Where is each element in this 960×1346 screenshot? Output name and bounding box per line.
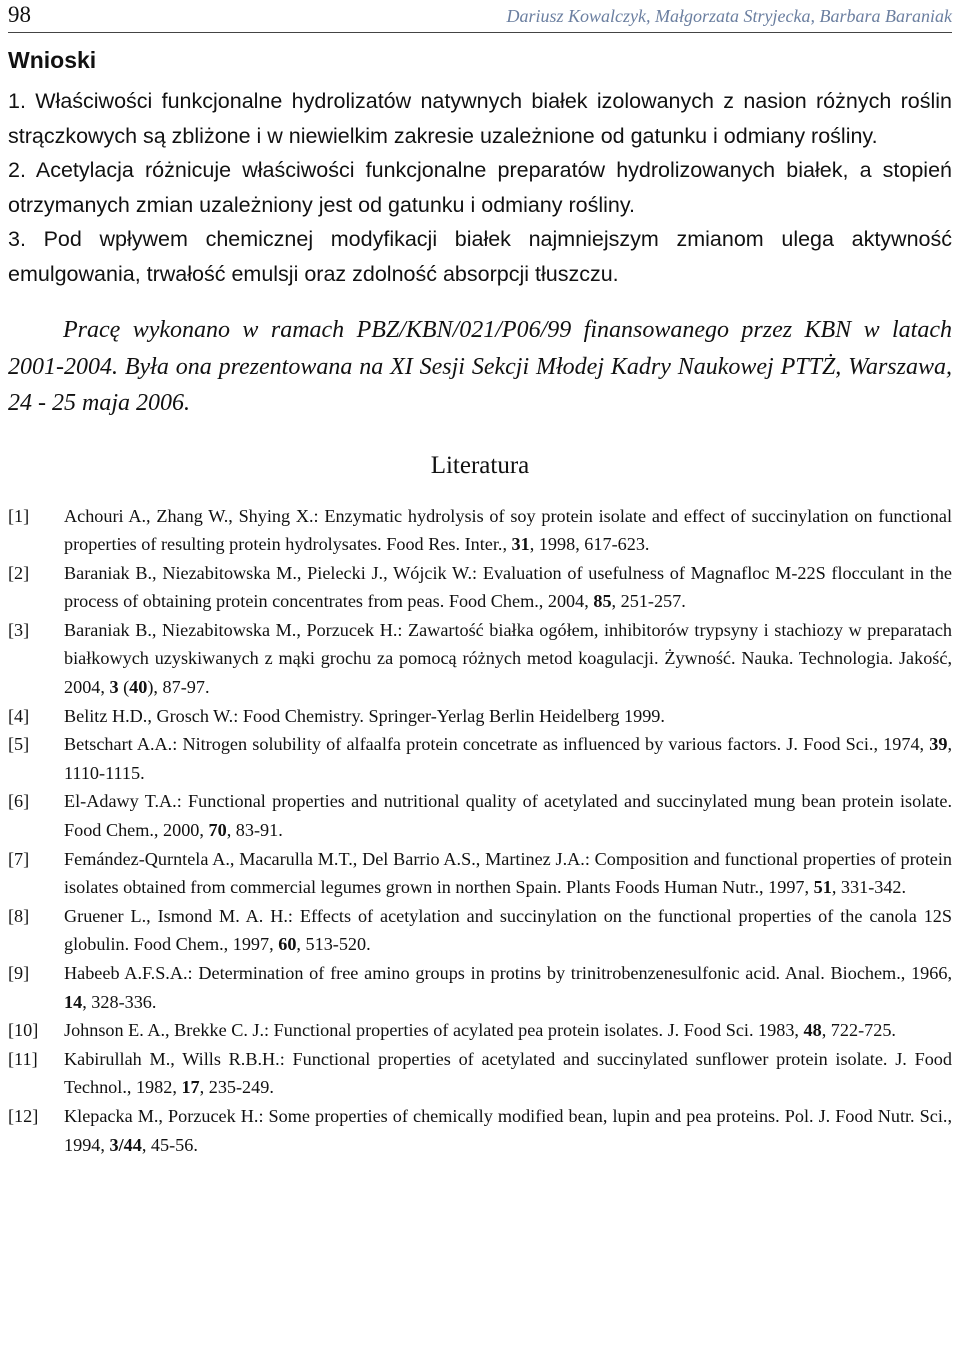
reference-item [8, 902, 952, 959]
reference-list [8, 502, 952, 1160]
conclusion-item: 2. Acetylacja różnicuje właściwości funkcjonalne preparatów hydrolizowanych białek, a stopień otrzymanych zmian uzależniony jest od gatunku i odmiany rośliny. [8, 158, 952, 217]
reference-volume: 17 [181, 1077, 200, 1098]
reference-number: [2] [8, 562, 30, 583]
reference-text [64, 616, 952, 702]
reference-fragment: , 45-56. [141, 1134, 198, 1155]
literature-title: Literatura [430, 451, 530, 479]
reference-fragment: , 235-249. [199, 1077, 274, 1098]
reference-text [64, 1016, 952, 1045]
reference-item [8, 959, 952, 1016]
reference-volume: 3 [109, 677, 119, 698]
reference-volume: 31 [511, 534, 530, 555]
reference-volume: 3/44 [109, 1134, 142, 1155]
reference-fragment: Belitz H.D., Grosch W.: Food Chemistry. Springer-Yerlag Berlin Heidelberg 1999. [64, 705, 665, 726]
funding-note: Pracę wykonano w ramach PBZ/KBN/021/P06/99 finansowanego przez KBN w latach 2001-2004. Była ona prezentowana na XI Sesji Sekcji Młodej Kadry Naukowej PTTŻ, Warszawa, 24 - 25 maja 2006. [8, 317, 952, 416]
reference-number: [4] [8, 705, 30, 726]
reference-item [8, 1016, 952, 1045]
reference-fragment: Baraniak B., Niezabitowska M., Porzucek H.: Zawartość białka ogółem, inhibitorów trypsyny i stachiozy w preparatach białkowych uzyskiwanych z mąki grochu za pomocą różnych metod koagulacji. Żywność. Nauka. Technologia. Jakość, 2004, [64, 619, 952, 698]
reference-fragment: , 251-257. [611, 591, 686, 612]
reference-fragment: Johnson E. A., Brekke C. J.: Functional properties of acylated pea protein isolates. J. Food Sci. 1983, [64, 1020, 804, 1041]
reference-item [8, 730, 952, 787]
reference-fragment: , 1110-1115. [64, 734, 952, 783]
conclusions-list [8, 84, 952, 291]
reference-text [64, 1045, 952, 1102]
reference-volume: 40 [129, 677, 148, 698]
reference-fragment: , 83-91. [226, 820, 283, 841]
page-number: 98 [8, 2, 31, 27]
reference-volume: 39 [929, 734, 948, 755]
reference-fragment: , 1998, 617-623. [529, 534, 650, 555]
conclusion-item: 3. Pod wpływem chemicznej modyfikacji białek najmniejszym zmianom ulega aktywność emulgowania, trwałość emulsji oraz zdolność absorpcji tłuszczu. [8, 227, 952, 286]
reference-fragment: Baraniak B., Niezabitowska M., Pielecki J., Wójcik W.: Evaluation of usefulness of Magnafloc M-22S flocculant in the process of obtaining protein concentrates from peas. Food Chem., 2004, [64, 562, 952, 612]
reference-item [8, 787, 952, 844]
reference-number: [1] [8, 505, 30, 526]
reference-fragment: ( [118, 677, 130, 698]
reference-number: [8] [8, 905, 30, 926]
reference-item [8, 616, 952, 702]
reference-fragment: , 331-342. [831, 877, 907, 898]
reference-fragment: Habeeb A.F.S.A.: Determination of free amino groups in protins by trinitrobenzenesulfonic acid. Anal. Biochem., 1966, [64, 963, 952, 983]
reference-item [8, 845, 952, 902]
reference-item [8, 1102, 952, 1159]
reference-item [8, 559, 952, 616]
reference-volume: 51 [813, 877, 832, 898]
reference-number: [9] [8, 963, 30, 983]
reference-number: [3] [8, 619, 30, 640]
reference-fragment: Achouri A., Zhang W., Shying X.: Enzymatic hydrolysis of soy protein isolate and effect of succinylation on functional properties of resulting protein hydrolysates. Food Res. Inter., [64, 505, 952, 555]
reference-text [64, 787, 952, 844]
reference-item [8, 702, 952, 731]
reference-text [64, 902, 952, 959]
reference-fragment: Kabirullah M., Wills R.B.H.: Functional properties of acetylated and succinylated sunflower protein isolate. J. Food Technol., 1982, [64, 1048, 952, 1098]
reference-text [64, 959, 952, 1016]
reference-text [64, 559, 952, 616]
reference-fragment: , 722-725. [821, 1020, 896, 1041]
reference-fragment: El-Adawy T.A.: Functional properties and nutritional quality of acetylated and succinylated mung bean protein isolate. Food Chem., 2000, [64, 791, 952, 841]
reference-item [8, 502, 952, 559]
reference-fragment: Femández-Qurntela A., Macarulla M.T., Del Barrio A.S., Martinez J.A.: Composition and functional properties of protein isolates obtained from commercial legumes grown in northen Spain. Plants Foods Human Nutr., 1997, [64, 848, 952, 898]
reference-number: [7] [8, 848, 30, 869]
reference-text [64, 1102, 952, 1159]
reference-fragment: , 513-520. [296, 934, 371, 955]
running-head: Dariusz Kowalczyk, Małgorzata Stryjecka, Barbara Baraniak [506, 6, 952, 26]
reference-number: [11] [8, 1048, 38, 1069]
reference-number: [6] [8, 791, 30, 812]
reference-fragment: ), 87-97. [147, 677, 210, 698]
reference-volume: 48 [803, 1020, 822, 1041]
reference-fragment: Klepacka M., Porzucek H.: Some properties of chemically modified bean, lupin and pea proteins. Pol. J. Food Nutr. Sci., 1994, [64, 1105, 952, 1155]
reference-text [64, 845, 952, 902]
reference-volume: 85 [593, 591, 612, 612]
reference-number: [12] [8, 1105, 39, 1126]
conclusions-title: Wnioski [8, 47, 97, 73]
reference-volume: 14 [64, 991, 83, 1012]
reference-fragment: Betschart A.A.: Nitrogen solubility of alfaalfa protein concetrate as influenced by various factors. J. Food Sci., 1974, [64, 734, 930, 755]
conclusion-item: 1. Właściwości funkcjonalne hydrolizatów natywnych białek izolowanych z nasion różnych roślin strączkowych są zbliżone i w niewielkim zakresie uzależnione od gatunku i odmiany rośliny. [8, 89, 952, 148]
reference-volume: 70 [208, 820, 227, 841]
reference-fragment: , 328-336. [82, 991, 157, 1012]
page-header [8, 0, 952, 33]
reference-number: [10] [8, 1020, 39, 1041]
reference-text [64, 730, 952, 787]
reference-fragment: Gruener L., Ismond M. A. H.: Effects of acetylation and succinylation on the functional properties of the canola 12S globulin. Food Chem., 1997, [64, 905, 952, 955]
reference-volume: 60 [278, 934, 297, 955]
reference-item [8, 1045, 952, 1102]
reference-text [64, 702, 952, 731]
reference-text [64, 502, 952, 559]
reference-number: [5] [8, 734, 30, 755]
